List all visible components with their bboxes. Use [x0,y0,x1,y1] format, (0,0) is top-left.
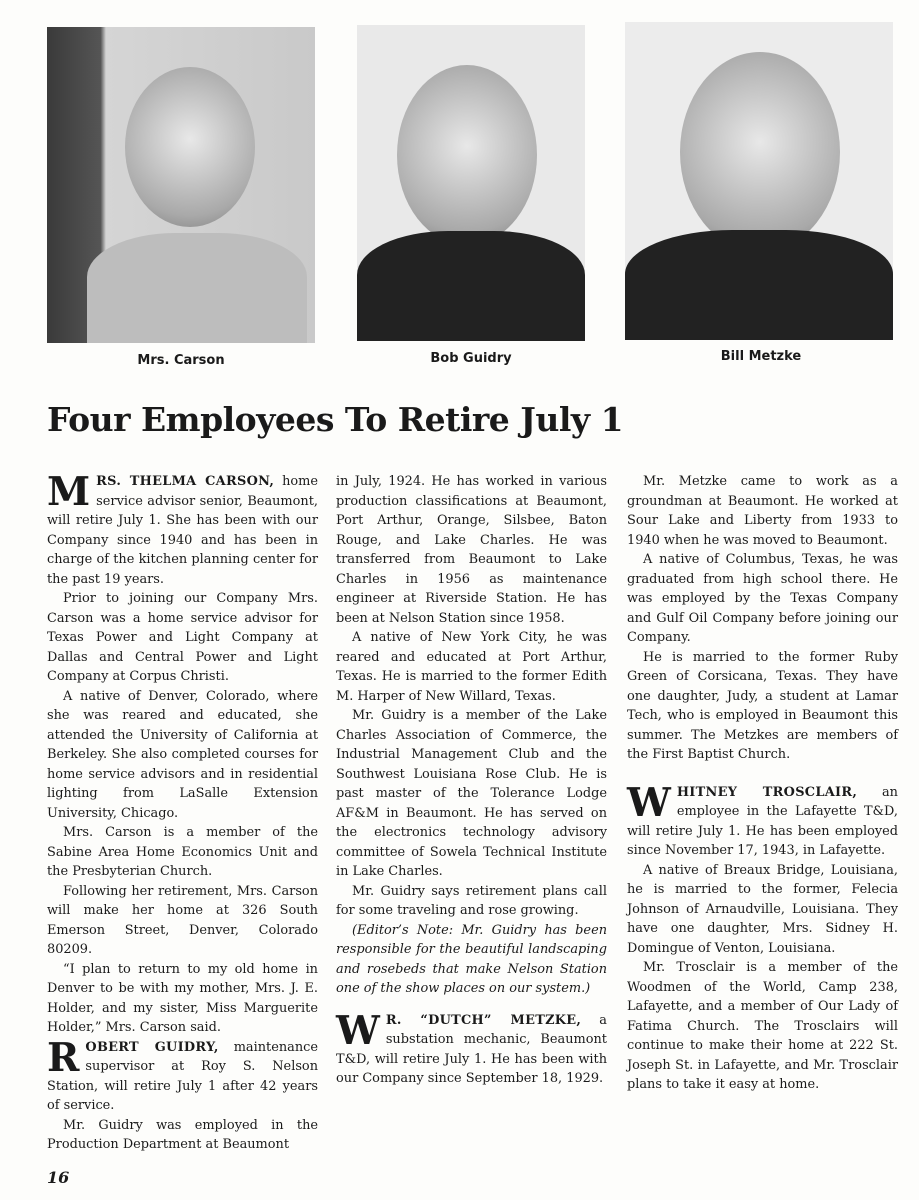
paragraph: A native of Breaux Bridge, Louisiana, he is married to the former, Felecia Johnson of Arnaudville, Louisiana. They have one daughter, Mrs. Sidney H. Domingue of Venton, Louisiana. [627,862,898,956]
caption-mrs-carson: Mrs. Carson [137,353,225,368]
paragraph-text: an employee in the Lafayette T&D, will retire July 1. He has been employed since November 17, 1943, in Lafayette. [627,784,898,858]
lead-name: RS. THELMA CARSON, [96,474,275,489]
paragraph: in July, 1924. He has worked in various production classifications at Beaumont, Port Arthur, Orange, Silsbee, Baton Rouge, and Lake Charles. He was transferred from Beaumont to Lake Charles in 1956 as maintenance engineer at Riverside Station. He has been at Nelson Station since 1958. [336,474,607,626]
editors-note: (Editor’s Note: Mr. Guidry has been responsible for the beautiful landscaping and rosebeds that make Nelson Station one of the show places on our system.) [336,922,607,996]
caption-bob-guidry: Bob Guidry [430,351,512,366]
lead-name: OBERT GUIDRY, [85,1039,219,1055]
drop-cap: R [47,1034,80,1081]
paragraph [47,1034,318,1116]
paragraph: A native of New York City, he was reared and educated at Port Arthur, Texas. He is married to the former Edith M. Harper of New Willard, Texas. [336,630,607,704]
paragraph: Prior to joining our Company Mrs. Carson was a home service advisor for Texas Power and Light Company at Dallas and Central Power and Light Company at Corpus Christi. [47,591,318,684]
column-3 [627,472,898,1095]
caption-bill-metzke: Bill Metzke [720,349,802,364]
paragraph-text: maintenance supervisor at Roy S. Nelson Station, will retire July 1 after 42 years of service. [47,1039,318,1113]
drop-cap: W [336,1007,380,1054]
paragraph [336,1007,607,1089]
paragraph [627,779,898,861]
paragraph: A native of Columbus, Texas, he was graduated from high school there. He was employed by the Texas Company and Gulf Oil Company before joining our Company. [627,552,898,645]
paragraph: Mr. Guidry says retirement plans call for some traveling and rose growing. [336,883,607,918]
paragraph: “I plan to return to my old home in Denver to be with my mother, Mrs. J. E. Holder, and my sister, Miss Marguerite Holder,” Mrs. Carson said. [47,961,318,1035]
paragraph [47,469,318,589]
lead-name: HITNEY TROSCLAIR, [676,784,858,800]
drop-cap: W [627,779,671,826]
article-title: Four Employees To Retire July 1 [47,400,624,439]
paragraph: Following her retirement, Mrs. Carson will make her home at 326 South Emerson Street, Denver, Colorado 80209. [47,883,318,957]
column-1 [47,469,318,1155]
lead-name: R. “DUTCH” METZKE, [385,1012,582,1028]
photo-bob-guidry [357,25,585,341]
paragraph-text: a substation mechanic, Beaumont T&D, will retire July 1. He has been with our Company since September 18, 1929. [336,1012,607,1086]
photo-mrs-carson [47,27,315,343]
paragraph: Mr. Trosclair is a member of the Woodmen of the World, Camp 238, Lafayette, and a member of Our Lady of Fatima Church. The Trosclairs will continue to make their home at 222 St. Joseph St. in Lafayette, and Mr. Trosclair plans to take it easy at home. [627,960,898,1092]
paragraph: Mr. Guidry is a member of the Lake Charles Association of Commerce, the Industrial Management Club and the Southwest Louisiana Rose Club. He is past master of the Tolerance Lodge AF&M in Beaumont. He has served on the electronics technology advisory committee of Sowela Technical Institute in Lake Charles. [336,708,607,879]
paragraph-text: home service advisor senior, Beaumont, will retire July 1. She has been with our Company since 1940 and has been in charge of the kitchen planning center for the past 19 years. [47,474,318,587]
paragraph: Mrs. Carson is a member of the Sabine Area Home Economics Unit and the Presbyterian Church. [47,825,318,879]
photo-bill-metzke [625,22,893,340]
paragraph: He is married to the former Ruby Green of Corsicana, Texas. They have one daughter, Judy, a student at Lamar Tech, who is employed in Beaumont this summer. The Metzkes are members of the First Baptist Church. [627,649,898,762]
paragraph: A native of Denver, Colorado, where she was reared and educated, she attended the University of California at Berkeley. She also completed courses for home service advisors and in residential lighting from LaSalle Extension University, Chicago. [47,688,318,821]
column-2 [336,472,607,1089]
paragraph: Mr. Metzke came to work as a groundman at Beaumont. He worked at Sour Lake and Liberty from 1933 to 1940 when he was moved to Beaumont. [627,474,898,548]
page-number: 16 [47,1168,70,1187]
paragraph: Mr. Guidry was employed in the Production Department at Beaumont [47,1117,318,1152]
drop-cap: M [47,469,91,515]
